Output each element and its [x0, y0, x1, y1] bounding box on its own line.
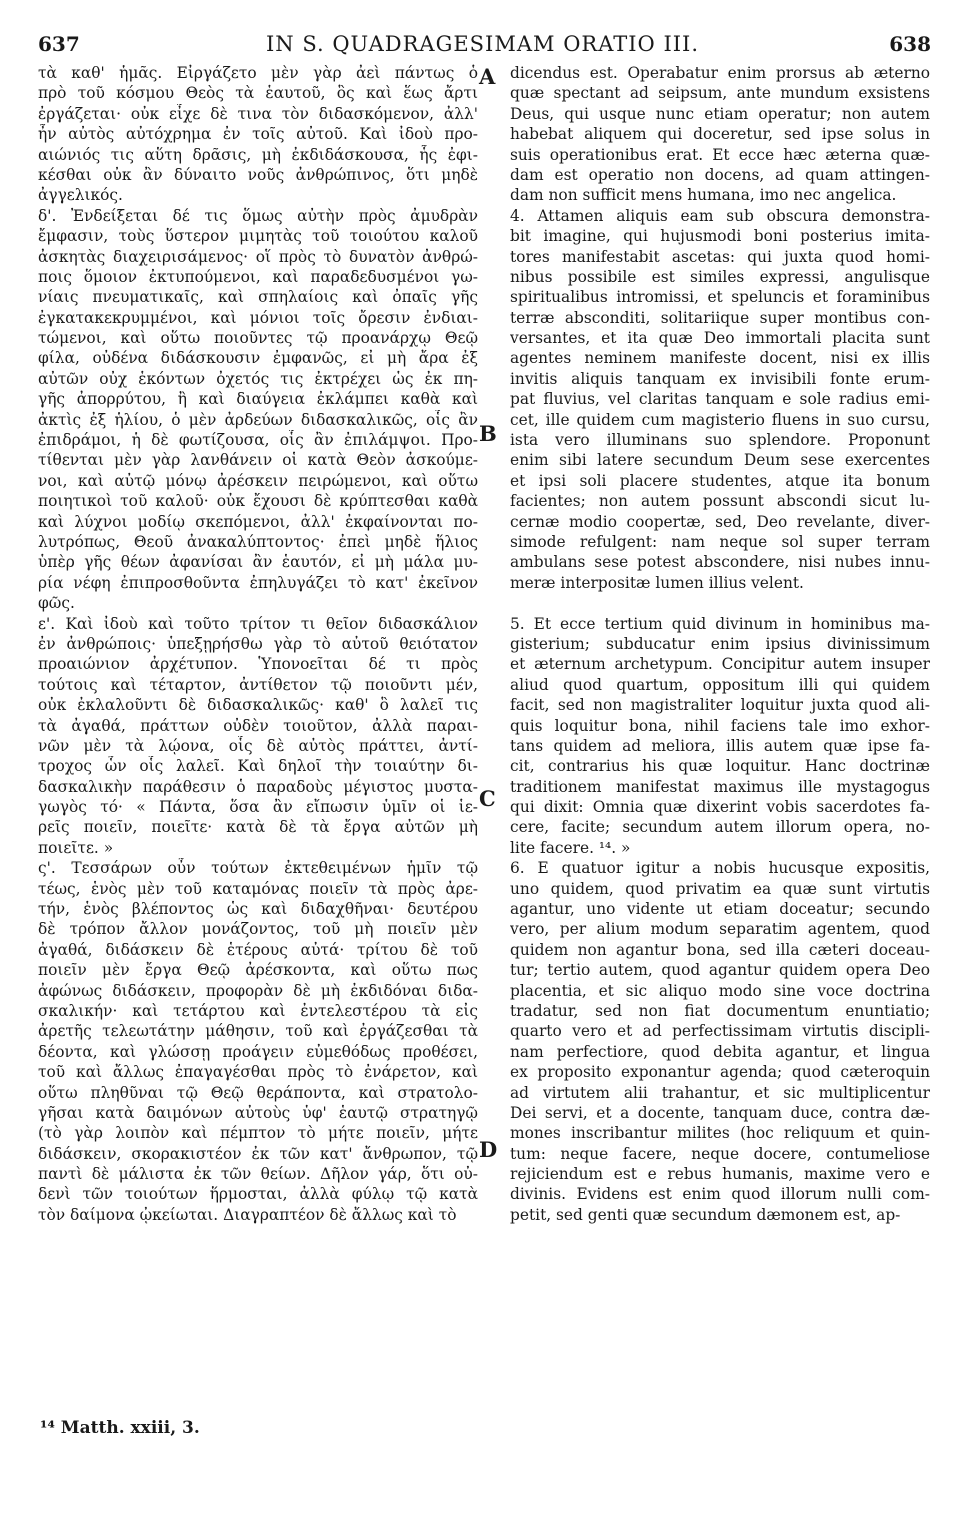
- margin-letter-d: D: [479, 1137, 498, 1162]
- text-line: ista vero illuminans suo splendore. Proponunt: [510, 431, 930, 450]
- text-line: tradatur, sed non fiat documentum enuntiatio;: [510, 1001, 930, 1020]
- text-line: nam perfectiore, quod debita agantur, et lingua: [510, 1042, 930, 1061]
- right-page-number: 638: [889, 32, 931, 56]
- text-line: cernæ modio coopertæ, sed, Deo revelante, diver-: [510, 512, 930, 531]
- text-line: terræ absconditi, solitariique super montibus con-: [510, 308, 930, 327]
- text-line: lite facere. ¹⁴. »: [510, 838, 631, 857]
- text-line: δ'. Ἐνδείξεται δέ τις ὅμως αὐτὴν πρὸς ἀμυδρὰν: [38, 206, 478, 225]
- text-line: ποιεῖν μὲν ἔργα Θεῷ ἀρέσκοντα, καὶ οὕτω πως: [38, 961, 478, 980]
- text-line: dam est operatio non docens, ad quam attingen-: [510, 165, 930, 184]
- text-line: σκαλικήν· καὶ τετάρτου καὶ ἐντελεστέρου τὰ εἰς: [38, 1001, 478, 1020]
- text-line: ρεῖς ποιεῖν, ποιεῖτε· κατὰ δὲ τὰ ἔργα αὐτῶν μὴ: [38, 818, 478, 837]
- text-line: 4. Attamen aliquis eam sub obscura demonstra-: [510, 206, 930, 225]
- text-line: quidem non agantur bona, sed illa cæteri doceau-: [510, 940, 930, 959]
- text-line: petit, sed genti quæ secundum dæmonem est, ap-: [510, 1205, 901, 1224]
- text-line: κέσθαι οὐκ ἂν δύναιτο νοῦς ἀνθρώπινος, ὅτι μηδὲ: [38, 165, 478, 184]
- text-line: facit, sed non magistraliter loquitur juxta quod ali-: [510, 696, 930, 715]
- text-line: tans quidem ad meliora, illis autem quæ ipse fa-: [510, 736, 930, 755]
- text-line: τίθενται μὲν γὰρ λανθάνειν οἱ κατὰ Θεὸν ἀσκούμε-: [38, 451, 478, 470]
- text-line: ἀγαθά, διδάσκειν δὲ ἑτέρους αὐτά· τρίτου δὲ τοῦ: [38, 940, 478, 959]
- text-line: προαιώνιον ἀρχέτυπον. Ὑπονοεῖται δέ τι πρὸς: [38, 655, 478, 674]
- text-line: bit imagine, qui hujusmodi boni posterius imita-: [510, 227, 930, 246]
- text-line: τούτοις καὶ τέταρτον, ἀντίθετον τῷ ποιοῦντι μέν,: [38, 675, 478, 694]
- text-line: ἐργάζεται· οὐκ εἶχε δὲ τινα τὸν διδασκόμενον, ἀλλ': [38, 104, 478, 123]
- text-line: divinis. Evidens est enim quod illorum nulli com-: [510, 1185, 930, 1204]
- text-line: φῶς.: [38, 594, 75, 613]
- text-line: τὰ καθ' ἡμᾶς. Εἰργάζετο μὲν γὰρ ἀεὶ πάντως ὁ: [38, 64, 478, 82]
- text-line: gisterium; subducatur enim ipsius divinissimum: [510, 634, 930, 653]
- text-line: suis operationibus erat. Et ecce hæc æterna quæ-: [510, 145, 930, 164]
- text-line: simode refulgent: nam neque sol super terram: [510, 532, 930, 551]
- text-line: enim sibi latere secundum Deum sese exercentes: [510, 451, 930, 470]
- text-line: et æternum archetypum. Concipitur autem insuper: [510, 655, 930, 674]
- text-line: γῆσαι κατὰ δαιμόνων αὐτοὺς ὑφ' ἑαυτῷ στρατηγῷ: [38, 1103, 478, 1122]
- text-line: ad virtutem alii trahantur, et sic multiplicentur: [510, 1083, 930, 1102]
- footnote: ¹⁴ Matth. xxiii, 3.: [40, 1418, 200, 1438]
- text-line: ς'. Τεσσάρων οὖν τούτων ἐκτεθειμένων ἡμῖν τῷ: [38, 859, 478, 878]
- text-line: agantur, uno vidente ut etiam doceatur; secundo: [510, 900, 930, 919]
- text-line: ἀρετῆς τελεωτάτην μάθησιν, τοῦ καὶ ἐργάζεσθαι τὰ: [38, 1022, 478, 1041]
- text-line: ρία νέφη ἐπιπροσθοῦντα ἐπηλυγάζει τὸ κατ' ἐκεῖνον: [38, 573, 478, 592]
- text-line: ambulans sese potest abscondere, nisi nubes innu-: [510, 553, 930, 572]
- text-line: dicendus est. Operabatur enim prorsus ab æterno: [510, 64, 930, 82]
- text-line: ex proposito exponantur agenda; quod cæteroquin: [510, 1063, 930, 1082]
- text-line: tur; tertio autem, quod agantur quidem opera Deo: [510, 961, 930, 980]
- text-line: τροχος ὧν οἷς λαλεῖ. Καὶ δηλοῖ τὴν τοιαύτην δι-: [38, 757, 478, 776]
- text-line: καὶ λύχνοι μοδίῳ σκεπόμενοι, ἀλλ' ἐκφαίνονται πο-: [38, 512, 478, 531]
- text-line: οὕτω πληθῦναι τῷ Θεῷ θεράποντα, καὶ στρατολο-: [38, 1083, 478, 1102]
- text-line: ἀκτὶς ἐξ ἡλίου, ὁ μὲν ἀρδεύων διδασκαλικῶς, οἷς ἂν: [38, 410, 478, 429]
- text-line: τέως, ἑνὸς μὲν τοῦ καταμόνας ποιεῖν τὰ πρὸς ἀρε-: [38, 879, 478, 898]
- text-line: habebat aliquem qui doceretur, sed ipse solus in: [510, 125, 930, 144]
- text-line: cere, facite; secundum autem illorum opera, no-: [510, 818, 930, 837]
- text-line: ἐγκατακεκρυμμένοι, καὶ μόνιοι τοῖς ὄρεσιν ἐνδιαι-: [38, 308, 478, 327]
- text-line: παντὶ δὲ μάλιστα ἐκ τῶν θείων. Δῆλον γάρ, ὅτι οὐ-: [38, 1165, 478, 1184]
- text-line: ἐπιδράμοι, ἡ δὲ φωτίζουσα, οἷς ἂν ἐπιλάμψοι. Προ-: [38, 431, 478, 450]
- text-line: ε'. Καὶ ἰδοὺ καὶ τοῦτο τρίτον τι θεῖον διδασκάλιον: [38, 614, 478, 633]
- text-line: rejiciendum est e rebus humanis, maxime vero e: [510, 1165, 930, 1184]
- greek-column: [38, 63, 478, 1405]
- text-line: Deus, qui usque nunc etiam operatur; non autem: [510, 104, 930, 123]
- left-page-number: 637: [38, 32, 80, 56]
- text-line: ὑπὲρ γῆς θέων ἀφανίσαι ἂν ἑαυτόν, εἰ μὴ μάλα μυ-: [38, 553, 478, 572]
- text-line: ποιητικοὶ τοῦ καλοῦ· οὐκ ἔχουσι δὲ κρύπτεσθαι καθὰ: [38, 492, 478, 511]
- text-line: πρὸ τοῦ κόσμου Θεὸς τὰ ἑαυτοῦ, ὃς καὶ ἕως ἄρτι: [38, 84, 478, 103]
- text-line: placentia, et sic aliquo modo sine voce doctrina: [510, 981, 930, 1000]
- text-line: τὸν δαίμονα ᾠκείωται. Διαγραπτέον δὲ ἄλλως καὶ τὸ: [38, 1205, 457, 1224]
- text-line: τοῦ καὶ ἄλλως ἐπαγαγέσθαι πρὸς τὸ ἐνάρετον, καὶ: [38, 1063, 478, 1082]
- text-line: ἀγγελικός.: [38, 186, 123, 205]
- text-line: aliud quod quartum, oppositum illi qui quidem: [510, 675, 930, 694]
- text-line: spiritualibus intromissi, et speluncis et foraminibus: [510, 288, 930, 307]
- text-line: agentes neminem manifeste docent, nisi ex illis: [510, 349, 930, 368]
- text-line: qui dixit: Omnia quæ dixerint vobis sacerdotes fa-: [510, 798, 930, 817]
- text-line: 6. E quatuor igitur a nobis hucusque expositis,: [510, 859, 930, 878]
- text-line: et ipsi soli placere studentes, atque ita bonum: [510, 471, 930, 490]
- text-line: pat fluvius, vel claritas tanquam e sole radius emi-: [510, 390, 930, 409]
- text-line: tum: neque facere, neque docere, contumeliose: [510, 1144, 930, 1163]
- margin-letter-c: C: [479, 786, 496, 811]
- text-line: γῆς ἀπορρύτου, ἢ καὶ διαύγεια ἐκλάμπει καθὰ καὶ: [38, 390, 478, 409]
- text-line: δενὶ τῶν τοιούτων ἥρμοσται, ἀλλὰ φύλῳ τῷ κατὰ: [38, 1185, 478, 1204]
- text-line: ποις ὅμοιον ἐκτυπούμενοι, καὶ παραδεδυσμένοι γω-: [38, 267, 478, 286]
- text-line: ἀφώνως διδάσκειν, προφορὰν δὲ μὴ ἐκδιδόναι διδα-: [38, 981, 478, 1000]
- page-header: [0, 0, 965, 60]
- text-line: τὰ ἀγαθά, πράττων οὐδὲν τοιοῦτον, ἀλλὰ παραι-: [38, 716, 478, 735]
- text-line: δέοντα, καὶ γλώσσῃ προάγειν εὐμεθόδως προθέσει,: [38, 1042, 478, 1061]
- margin-letter-b: B: [479, 421, 497, 446]
- text-line: cit, contrarius his quæ loquitur. Hanc doctrinæ: [510, 757, 930, 776]
- text-line: διδάσκειν, σκορακιστέον ἐκ τῶν κατ' ἄνθρωπον, τῷ: [38, 1144, 478, 1163]
- text-line: λυτρόπως, Θεοῦ ἀνακαλύπτοντος· ἐπεὶ μηδὲ ἥλιος: [38, 532, 478, 551]
- text-line: mones inscribantur milites (hoc reliquum et quin-: [510, 1124, 930, 1143]
- text-line: vero, per alium modum separatim agentem, quod: [510, 920, 930, 939]
- text-line: quarto vero et ad perfectissimam virtutis discipli-: [510, 1022, 930, 1041]
- text-line: νοι, καὶ αὐτῷ μόνῳ ἀρέσκειν πειρώμενοι, καὶ οὕτω: [38, 471, 478, 490]
- text-line: νῶν μὲν τὰ λῴονα, οἷς δὲ αὐτὸς πράττει, ἀντί-: [38, 736, 478, 755]
- text-line: [510, 593, 930, 613]
- text-line: τώμενοι, καὶ οὕτω ποιοῦντες τῷ προανάρχῳ Θεῷ: [38, 329, 478, 348]
- text-line: ἀσκητὰς διαχειρισάμενος· οἵ πρὸς τὸ δυνατὸν ἀνθρώ-: [38, 247, 478, 266]
- text-line: ἔμφασιν, τοὺς ὕστερον μιμητὰς τοῦ τοιούτου καλοῦ: [38, 227, 478, 246]
- text-line: facientes; non autem possunt abscondi sicut lu-: [510, 492, 930, 511]
- text-line: αὐτῶν οὐχ ἑκόντων ὀχετός τις ἐκτρέχει ὡς ἐκ πη-: [38, 369, 478, 388]
- text-line: ἐν ἀνθρώποις· ὑπεξῃρήσθω γὰρ τὸ αὐτοῦ θειότατον: [38, 634, 478, 653]
- text-line: meræ interpositæ lumen illius velent.: [510, 573, 804, 592]
- text-line: γωγὸς τό· « Πάντα, ὅσα ἂν εἴπωσιν ὑμῖν οἱ ἱε-: [38, 798, 478, 817]
- text-line: δὲ τρόπον ἄλλον μονάζοντος, τοῦ μὴ ποιεῖν μὲν: [38, 920, 478, 939]
- text-line: φίλα, οὐδένα διδάσκουσιν ἐμφανῶς, εἰ μὴ ἄρα ἐξ: [38, 349, 478, 368]
- text-line: (τὸ γὰρ λοιπὸν καὶ πέμπτον τὸ μήτε ποιεῖν, μήτε: [38, 1124, 478, 1143]
- text-line: quæ spectant ad seipsum, ante mundum exsistens: [510, 84, 930, 103]
- text-line: tores manifestabit ascetas: qui juxta quod homi-: [510, 247, 930, 266]
- text-line: dam non sufficit mens humana, imo nec angelica.: [510, 186, 897, 205]
- text-line: ἦν αὐτὸς αὐτόχρημα ἐν τοῖς αὐτοῦ. Καὶ ἰδοὺ προ-: [38, 125, 478, 144]
- text-line: δασκαλικὴν παράθεσιν ὁ παραδοὺς μέγιστος μυστα-: [38, 777, 478, 796]
- text-line: nibus possibile est similes expressi, angulisque: [510, 267, 930, 286]
- text-line: quis loquitur bona, nihil faciens tale imo exhor-: [510, 716, 930, 735]
- text-line: invitis aliquis tanquam ex invisibili fonte erum-: [510, 369, 930, 388]
- latin-column: [510, 63, 930, 1405]
- text-line: νίαις πνευματικαῖς, καὶ σπηλαίοις καὶ ὀπαῖς γῆς: [38, 288, 478, 307]
- text-line: versantes, et ita quæ Deo immortali placita sunt: [510, 329, 930, 348]
- text-line: uno quidem, quod privatim ea quæ sunt virtutis: [510, 879, 930, 898]
- text-line: cet, ille quidem cum magisterio fluens in suo cursu,: [510, 410, 930, 429]
- margin-letter-a: A: [479, 64, 496, 89]
- text-line: 5. Et ecce tertium quid divinum in hominibus ma-: [510, 614, 930, 633]
- text-line: traditionem manifestat maximus ille mystagogus: [510, 777, 930, 796]
- text-line: τήν, ἑνὸς βλέποντος ὡς καὶ διδαχθῆναι· δευτέρου: [38, 900, 478, 919]
- running-title: IN S. QUADRAGESIMAM ORATIO III.: [265, 32, 699, 56]
- text-line: Dei servi, et a docente, tanquam duce, contra dæ-: [510, 1103, 930, 1122]
- text-line: οὐκ ἐκλαλοῦντι δὲ διδασκαλικῶς· καθ' ὃ λαλεῖ τις: [38, 696, 478, 715]
- text-line: αιώνιός τις αὕτη δρᾶσις, μὴ ἐκδιδάσκουσα, ἧς ἐφι-: [38, 145, 478, 164]
- text-line: ποιεῖτε. »: [38, 838, 114, 857]
